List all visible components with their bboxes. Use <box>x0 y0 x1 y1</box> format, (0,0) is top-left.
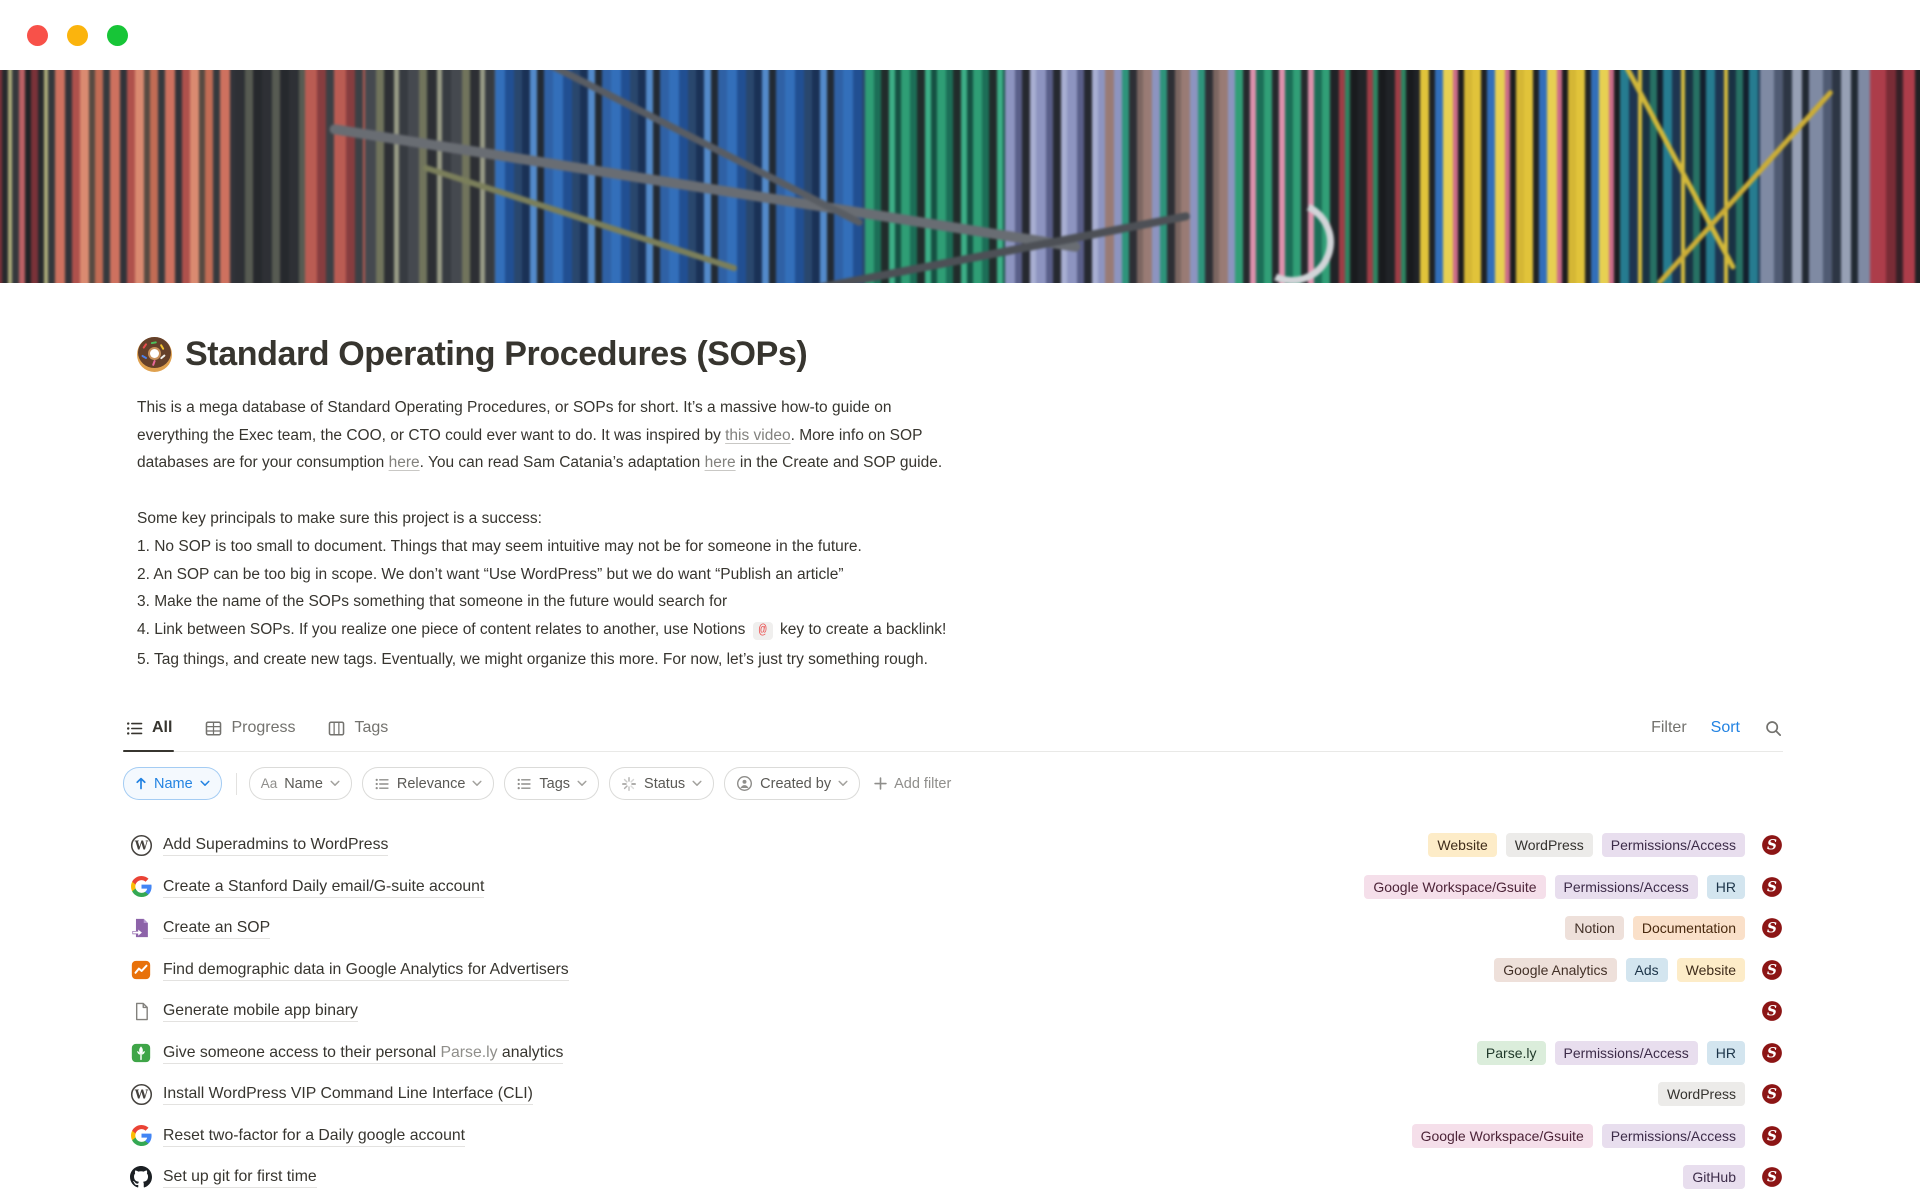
database-view-bar <box>123 705 1783 752</box>
text-span: 4. Link between SOPs. If you realize one piece of content relates to another, use Notions <box>137 620 750 638</box>
filter-button[interactable]: Filter <box>1651 719 1687 737</box>
stanford-daily-icon <box>1761 959 1783 981</box>
filter-chip-relevance[interactable] <box>362 767 495 800</box>
minimize-button[interactable] <box>67 25 88 46</box>
google-analytics-icon <box>129 958 153 982</box>
sort-chip-label: Name <box>154 775 193 792</box>
filter-chip-label: Status <box>644 775 686 792</box>
aa-icon: Aa <box>260 776 278 792</box>
svg-text:S: S <box>1767 920 1777 937</box>
filter-chip-label: Tags <box>539 775 571 792</box>
tab-all[interactable] <box>123 705 174 751</box>
add-filter-button[interactable] <box>874 776 951 792</box>
tag: Notion <box>1565 916 1623 940</box>
tag: Permissions/Access <box>1555 1041 1698 1065</box>
search-icon[interactable] <box>1764 719 1783 738</box>
titlebar <box>0 0 1920 70</box>
row-title-text: Create an SOP <box>163 919 270 939</box>
svg-text:S: S <box>1767 1045 1777 1062</box>
stanford-daily-icon <box>1761 1125 1783 1147</box>
row-tags <box>1364 875 1745 899</box>
table-row[interactable] <box>129 949 1783 991</box>
tag: Documentation <box>1633 916 1745 940</box>
tag: GitHub <box>1683 1165 1745 1189</box>
table-row[interactable] <box>129 1073 1783 1115</box>
sop-list <box>129 824 1783 1198</box>
row-title-text: Install WordPress VIP Command Line Interface (CLI) <box>163 1085 533 1105</box>
table-row[interactable] <box>129 1156 1783 1198</box>
inline-link[interactable]: here <box>704 454 736 472</box>
text-line <box>137 422 1783 450</box>
tag: Parse.ly <box>1477 1041 1546 1065</box>
stanford-daily-icon <box>1761 876 1783 898</box>
filter-chip-label: Name <box>284 775 323 792</box>
tag: HR <box>1707 1041 1745 1065</box>
chevron-down-icon <box>472 780 482 787</box>
board-view-icon <box>327 719 346 738</box>
row-title <box>163 1044 563 1062</box>
table-row[interactable] <box>129 1032 1783 1074</box>
text-span: 3. Make the name of the SOPs something that someone in the future would search for <box>137 593 728 611</box>
text-span: key to create a backlink! <box>775 620 947 638</box>
text-span: everything the Exec team, the COO, or CTO could ever want to do. It was inspired by <box>137 426 726 444</box>
row-title <box>163 1127 465 1145</box>
row-tags <box>1494 958 1745 982</box>
svg-text:S: S <box>1767 1128 1777 1145</box>
tag: WordPress <box>1506 833 1593 857</box>
row-title <box>163 1002 358 1020</box>
filter-chip-tags[interactable] <box>504 767 599 800</box>
tag: Ads <box>1626 958 1668 982</box>
row-title-text: Find demographic data in Google Analytics for Advertisers <box>163 961 569 981</box>
tag: Permissions/Access <box>1602 833 1745 857</box>
text-span: 2. An SOP can be too big in scope. We don’t want “Use WordPress” but we do want “Publish an article” <box>137 565 844 583</box>
svg-text:S: S <box>1767 879 1777 896</box>
page-cover-image <box>0 70 1920 283</box>
row-title-text: Create a Stanford Daily email/G-suite account <box>163 878 484 898</box>
cables-cover-art <box>0 70 1920 283</box>
stanford-daily-icon <box>1761 1042 1783 1064</box>
zoom-button[interactable] <box>107 25 128 46</box>
row-tags <box>1658 1082 1745 1106</box>
row-title-muted-segment: Parse.ly <box>440 1044 497 1064</box>
row-title <box>163 878 484 896</box>
parsely-icon <box>129 1041 153 1065</box>
text-span: in the Create and SOP guide. <box>735 454 943 472</box>
person-icon <box>736 775 753 792</box>
tag: Google Workspace/Gsuite <box>1364 875 1545 899</box>
row-title <box>163 1168 317 1186</box>
table-row[interactable] <box>129 907 1783 949</box>
tag: Google Workspace/Gsuite <box>1412 1124 1593 1148</box>
add-filter-label: Add filter <box>894 775 952 792</box>
table-row[interactable] <box>129 990 1783 1032</box>
inline-link[interactable]: here <box>388 454 420 472</box>
wordpress-icon <box>129 833 153 857</box>
text-line <box>137 646 1783 674</box>
stanford-daily-icon <box>1761 1083 1783 1105</box>
row-title-text: Reset two-factor for a Daily google account <box>163 1127 465 1147</box>
list-view-icon <box>125 719 144 738</box>
row-title <box>163 836 388 854</box>
stanford-daily-icon <box>1761 917 1783 939</box>
tab-label: All <box>152 719 173 737</box>
row-title <box>163 961 569 979</box>
table-row[interactable] <box>129 1115 1783 1157</box>
tab-label: Progress <box>231 719 296 737</box>
close-button[interactable] <box>27 25 48 46</box>
tab-label: Tags <box>354 719 389 737</box>
svg-text:S: S <box>1767 962 1777 979</box>
github-icon <box>129 1165 153 1189</box>
view-tabs <box>123 705 390 751</box>
wordpress-icon <box>129 1082 153 1106</box>
page-description <box>137 394 1783 477</box>
text-span: 1. No SOP is too small to document. Things that may seem intuitive may not be for someone in the future. <box>137 537 862 555</box>
page-header <box>137 335 1783 374</box>
tag: Permissions/Access <box>1602 1124 1745 1148</box>
page-title[interactable]: Standard Operating Procedures (SOPs) <box>185 335 808 373</box>
tag: WordPress <box>1658 1082 1745 1106</box>
text-span: This is a mega database of Standard Operating Procedures, or SOPs for short. It’s a massive how-to guide on <box>137 399 892 416</box>
filter-chip-status[interactable] <box>609 767 714 800</box>
filter-chip-created-by[interactable] <box>724 767 860 800</box>
row-tags <box>1565 916 1745 940</box>
plus-icon <box>874 777 887 790</box>
text-line <box>137 533 1783 561</box>
filter-chip-label: Created by <box>760 775 832 792</box>
row-title-text: Add Superadmins to WordPress <box>163 836 388 856</box>
chevron-down-icon <box>577 780 587 787</box>
row-title-text: analytics <box>498 1044 564 1064</box>
chevron-down-icon <box>330 780 340 787</box>
list-icon <box>374 776 390 792</box>
text-line <box>137 616 1783 646</box>
sort-button[interactable]: Sort <box>1710 719 1740 737</box>
status-spinner-icon <box>621 776 637 792</box>
row-tags <box>1477 1041 1745 1065</box>
table-row[interactable] <box>129 824 1783 866</box>
key-principles-list <box>137 505 1783 673</box>
chevron-down-icon <box>838 780 848 787</box>
toolbar-divider <box>236 773 237 795</box>
svg-text:S: S <box>1767 837 1777 854</box>
text-span: 5. Tag things, and create new tags. Eventually, we might organize this more. For now, let’s just try something rough. <box>137 650 928 668</box>
row-title-text: Generate mobile app binary <box>163 1002 358 1022</box>
filter-chip-name[interactable] <box>249 767 352 800</box>
google-icon <box>129 1124 153 1148</box>
tag: Website <box>1677 958 1745 982</box>
row-title-text: Set up git for first time <box>163 1168 317 1188</box>
text-line <box>137 505 1783 533</box>
list-icon <box>516 776 532 792</box>
svg-text:W: W <box>134 1087 148 1102</box>
text-span: databases are for your consumption <box>137 454 389 472</box>
text-line <box>137 449 1783 477</box>
stanford-daily-icon <box>1761 1000 1783 1022</box>
svg-text:W: W <box>134 838 148 853</box>
svg-text:S: S <box>1767 1169 1777 1186</box>
text-span: Some key principals to make sure this project is a success: <box>137 510 542 528</box>
row-title <box>163 919 270 937</box>
sop-doc-icon <box>129 916 153 940</box>
page-icon <box>129 999 153 1023</box>
table-row[interactable] <box>129 866 1783 908</box>
tag: Google Analytics <box>1494 958 1616 982</box>
svg-text:S: S <box>1767 1086 1777 1103</box>
stanford-daily-icon <box>1761 834 1783 856</box>
sort-chip-name[interactable] <box>123 767 222 800</box>
google-icon <box>129 875 153 899</box>
page-icon-donut[interactable] <box>137 337 172 372</box>
view-controls <box>1651 719 1783 738</box>
text-line <box>137 561 1783 589</box>
text-span: . More info on SOP <box>790 426 923 444</box>
tab-tags[interactable] <box>325 705 390 751</box>
filter-toolbar <box>123 767 1783 800</box>
row-title-text: Give someone access to their personal <box>163 1044 440 1064</box>
filter-chip-label: Relevance <box>396 775 466 792</box>
text-line <box>137 394 1783 422</box>
text-line <box>137 588 1783 616</box>
row-title <box>163 1085 533 1103</box>
table-view-icon <box>204 719 223 738</box>
tab-progress[interactable] <box>202 705 297 751</box>
row-tags <box>1683 1165 1745 1189</box>
tag: Permissions/Access <box>1555 875 1698 899</box>
inline-link[interactable]: this video <box>725 426 791 444</box>
row-tags <box>1428 833 1745 857</box>
text-span: . You can read Sam Catania’s adaptation <box>419 454 705 472</box>
chevron-down-icon <box>692 780 702 787</box>
stanford-daily-icon <box>1761 1166 1783 1188</box>
svg-text:S: S <box>1767 1003 1777 1020</box>
row-tags <box>1412 1124 1745 1148</box>
tag: HR <box>1707 875 1745 899</box>
at-key-badge: @ <box>753 622 773 640</box>
tag: Website <box>1428 833 1496 857</box>
